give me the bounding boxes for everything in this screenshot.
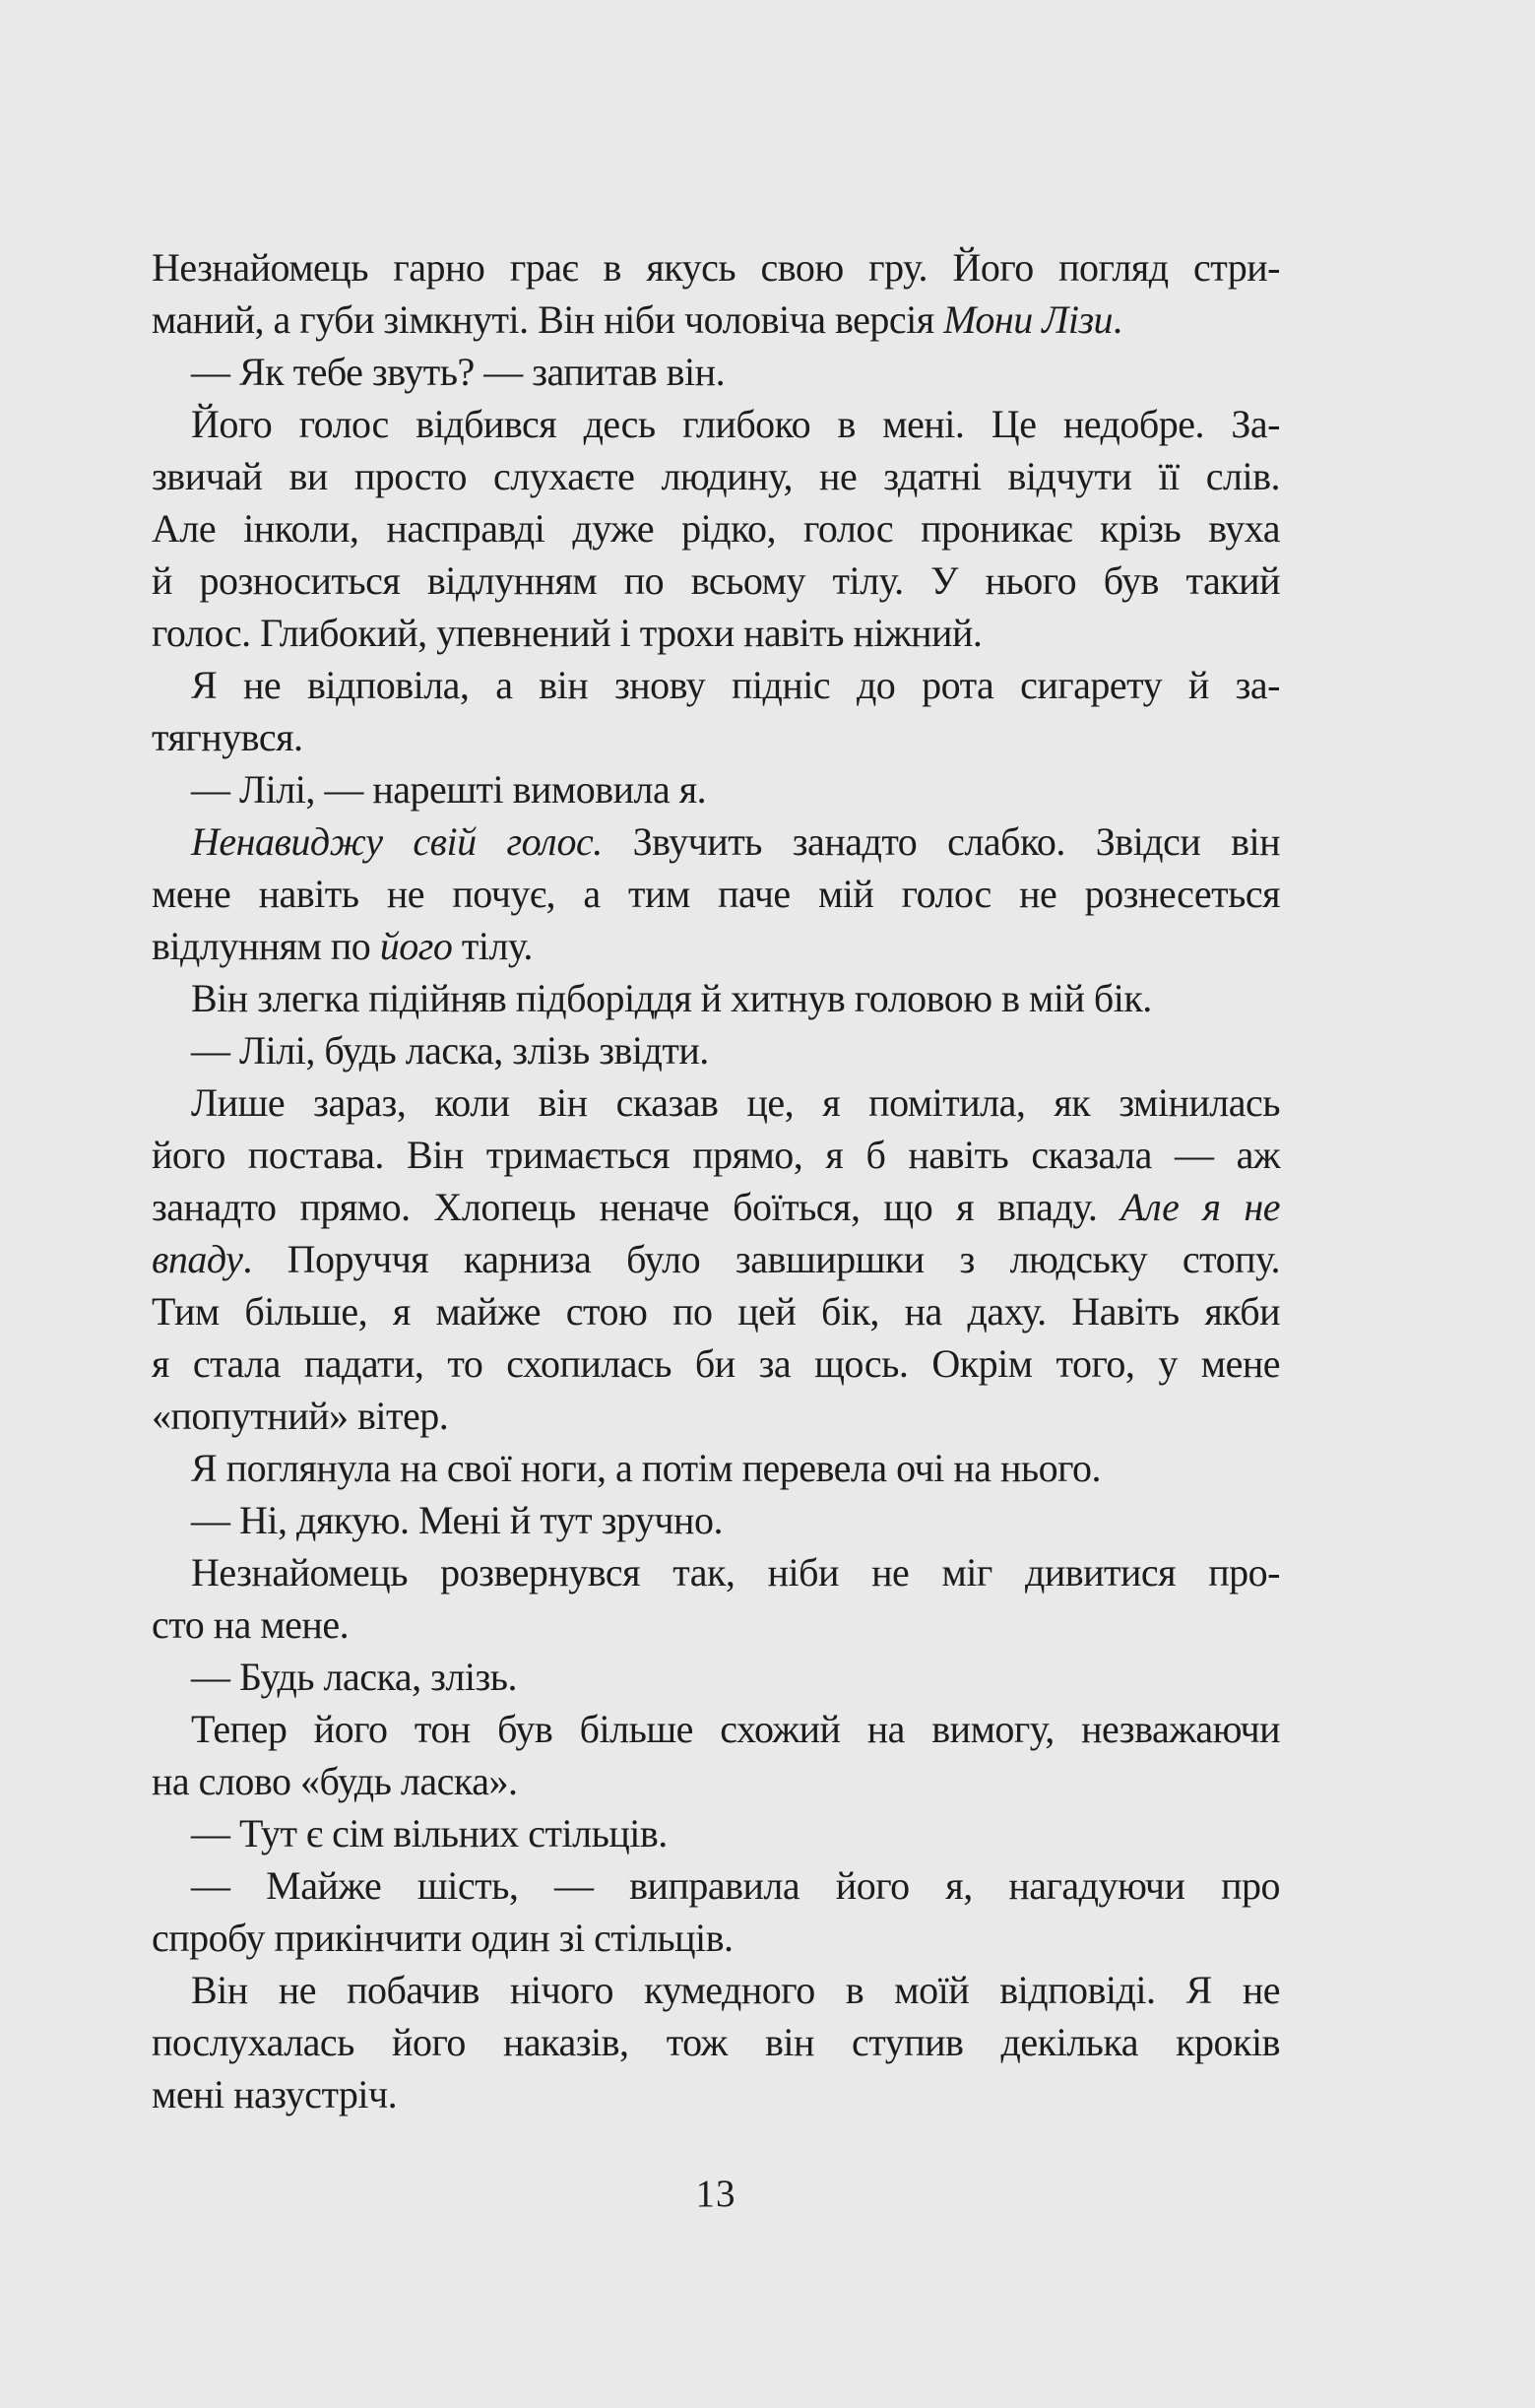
text-line (152, 1285, 1280, 1337)
text-line (152, 1755, 1280, 1807)
text-segment: Незнайомець розвернувся так, ніби не міг дивитися про- (191, 1550, 1280, 1594)
text-line (152, 1442, 1280, 1494)
text-line (152, 450, 1280, 502)
text-block (152, 241, 1280, 2120)
text-line (152, 241, 1280, 293)
text-segment: тілу. (452, 924, 533, 968)
text-line (152, 1337, 1280, 1390)
text-line (152, 1598, 1280, 1651)
text-segment: голос. Глибокий, упевнений і трохи навіть ніжний. (152, 611, 983, 655)
page-number: 13 (695, 2173, 736, 2215)
text-segment: — Тут є сім вільних стільців. (191, 1811, 668, 1855)
text-segment: сто на мене. (152, 1602, 350, 1647)
text-segment: на слово «будь ласка». (152, 1759, 518, 1803)
text-line (152, 502, 1280, 554)
text-segment: маний, а губи зімкнуті. Він ніби чоловіча версія (152, 297, 944, 342)
text-segment: — Ні, дякую. Мені й тут зручно. (191, 1498, 723, 1542)
text-segment: й розноситься відлунням по всьому тілу. У нього був такий (152, 558, 1280, 603)
italic-text-segment: Але я не (1120, 1185, 1280, 1229)
text-segment: Звучить занадто слабко. Звідси він (602, 819, 1280, 864)
text-segment: — Лілі, будь ласка, злізь звідти. (191, 1028, 709, 1073)
text-line (152, 293, 1280, 346)
text-segment: занадто прямо. Хлопець неначе боїться, що я впаду. (152, 1185, 1121, 1229)
text-segment: відлунням по (152, 924, 380, 968)
text-segment: його постава. Він тримається прямо, я б навіть сказала — аж (152, 1133, 1280, 1177)
text-segment: Лише зараз, коли він сказав це, я помітила, як змінилась (191, 1080, 1280, 1125)
text-segment: Незнайомець гарно грає в якусь свою гру. Його погляд стри- (152, 245, 1280, 290)
text-segment: — Будь ласка, злізь. (191, 1655, 518, 1699)
text-segment: Але інколи, насправді дуже рідко, голос проникає крізь вуха (152, 506, 1280, 551)
text-line (152, 1076, 1280, 1129)
text-line (152, 554, 1280, 607)
text-line (152, 815, 1280, 868)
text-line (152, 398, 1280, 450)
text-segment: послухалась його наказів, тож він ступив декілька кроків (152, 2020, 1280, 2064)
text-line (152, 1024, 1280, 1076)
text-segment: Я поглянула на свої ноги, а потім перевела очі на нього. (191, 1446, 1102, 1490)
italic-text-segment: його (379, 924, 453, 968)
text-line (152, 1181, 1280, 1233)
text-line (152, 1912, 1280, 1964)
text-line (152, 1129, 1280, 1181)
text-line (152, 659, 1280, 711)
text-line (152, 1390, 1280, 1442)
text-line (152, 1494, 1280, 1546)
text-segment: Він не побачив нічого кумедного в моїй відповіді. Я не (191, 1968, 1280, 2012)
text-segment: звичай ви просто слухаєте людину, не здатні відчути її слів. (152, 454, 1280, 498)
text-line (152, 1233, 1280, 1285)
text-line (152, 1859, 1280, 1912)
text-line (152, 1703, 1280, 1755)
text-segment: — Майже шість, — виправила його я, нагадуючи про (191, 1863, 1280, 1908)
text-line (152, 1807, 1280, 1859)
text-segment: Він злегка підійняв підборіддя й хитнув головою в мій бік. (191, 976, 1152, 1020)
text-line (152, 607, 1280, 659)
text-line (152, 2068, 1280, 2120)
text-segment: Тим більше, я майже стою по цей бік, на даху. Навіть якби (152, 1289, 1280, 1334)
text-segment: — Як тебе звуть? — запитав він. (191, 350, 726, 394)
text-line (152, 763, 1280, 815)
text-line (152, 972, 1280, 1024)
text-segment: спробу прикінчити один зі стільців. (152, 1916, 734, 1960)
text-segment: Тепер його тон був більше схожий на вимогу, незважаючи (191, 1707, 1280, 1751)
text-line (152, 1964, 1280, 2016)
italic-text-segment: Мони Лізи (943, 297, 1114, 342)
italic-text-segment: Ненавиджу свій голос. (191, 819, 603, 864)
text-line (152, 346, 1280, 398)
text-line (152, 868, 1280, 920)
text-line (152, 920, 1280, 972)
italic-text-segment: впаду (152, 1237, 243, 1281)
text-segment: мені назустріч. (152, 2072, 398, 2116)
text-line (152, 711, 1280, 763)
text-segment: . Поруччя карниза було завширшки з людську стопу. (242, 1237, 1280, 1281)
text-line (152, 1651, 1280, 1703)
text-segment: Його голос відбився десь глибоко в мені. Це недобре. За- (191, 402, 1280, 446)
text-line (152, 1546, 1280, 1598)
text-segment: Я не відповіла, а він знову підніс до рота сигарету й за- (191, 663, 1280, 707)
text-segment: . (1113, 297, 1122, 342)
text-segment: мене навіть не почує, а тим паче мій голос не рознесеться (152, 872, 1280, 916)
text-segment: — Лілі, — нарешті вимовила я. (191, 767, 707, 812)
text-segment: «попутний» вітер. (152, 1394, 449, 1438)
text-segment: тягнувся. (152, 715, 303, 759)
text-line (152, 2016, 1280, 2068)
text-segment: я стала падати, то схопилась би за щось. Окрім того, у мене (152, 1341, 1280, 1386)
